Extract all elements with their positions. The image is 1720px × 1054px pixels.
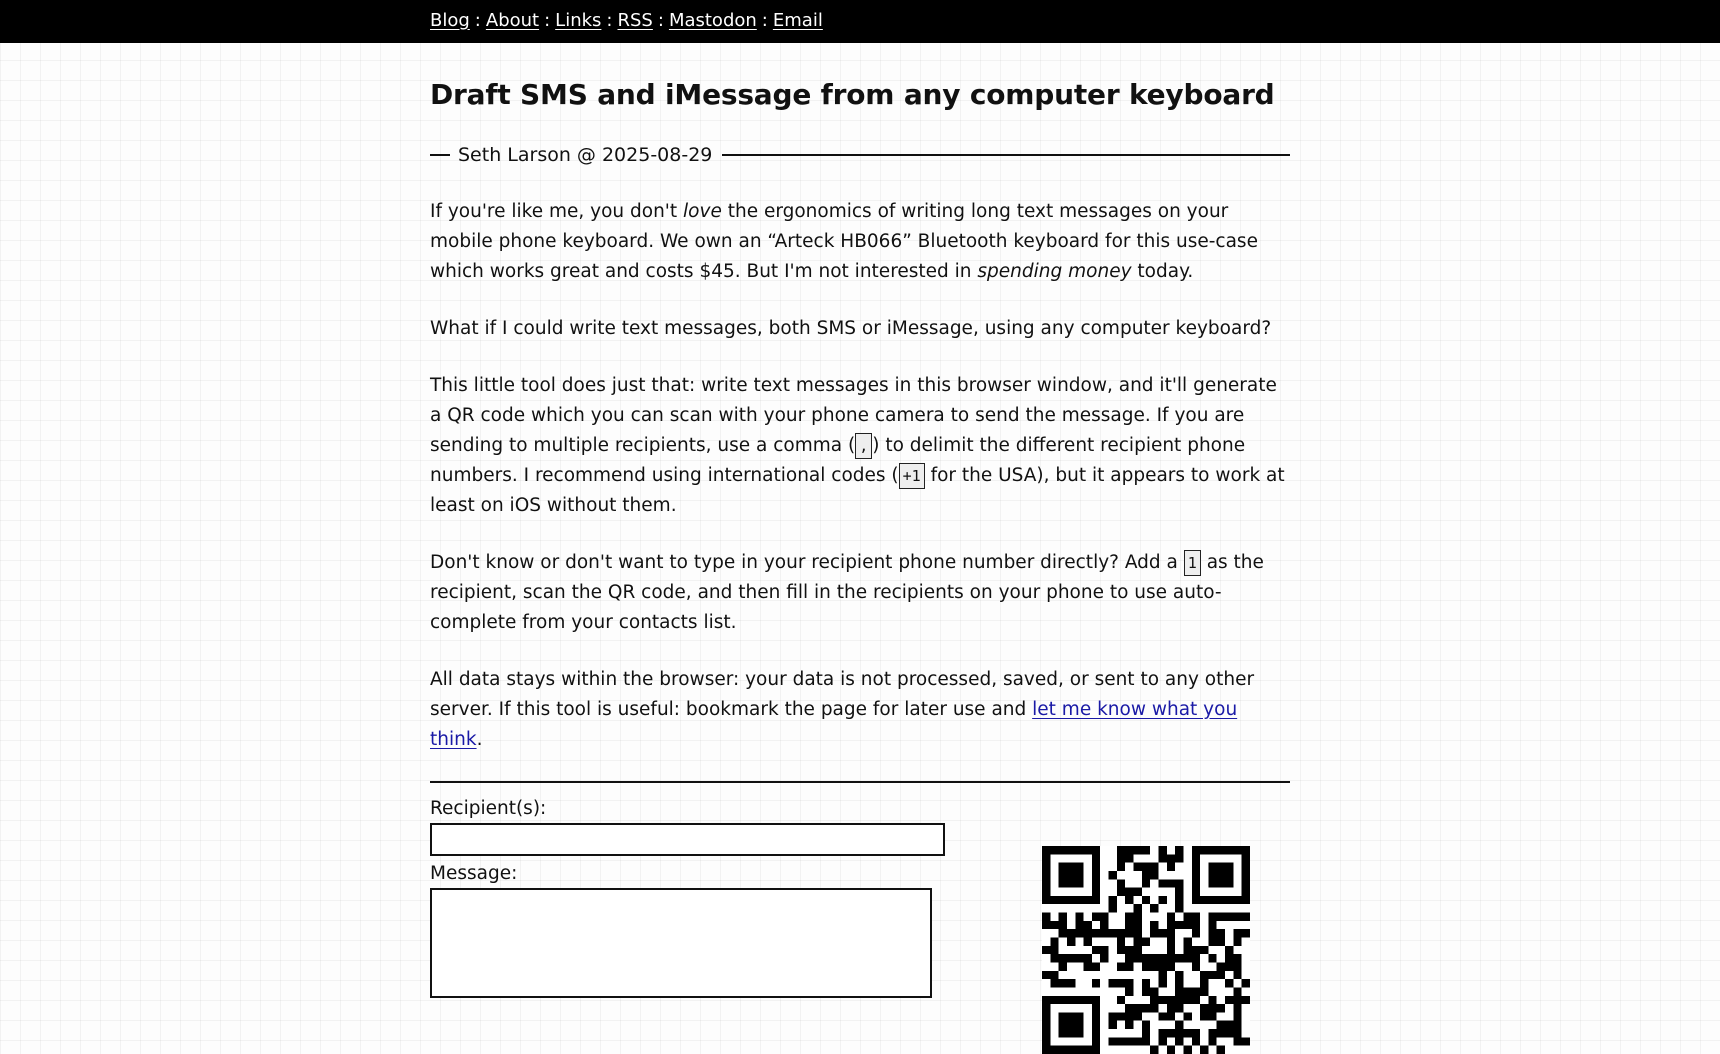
emphasis: love: [683, 201, 722, 222]
text: This little tool does just that: write text messages in this browser window, and it'll generate a QR code which you can scan with your phone camera to send the message. If you are sending to multiple recipients, use a comma (: [430, 375, 1277, 456]
question-paragraph: What if I could write text messages, both SMS or iMessage, using any computer keyboard?: [430, 318, 1272, 339]
nav-separator: :: [761, 10, 768, 31]
nav-separator: :: [606, 10, 613, 31]
inline-code-one: 1: [1184, 550, 1201, 576]
qr-code-image: [1042, 846, 1250, 1054]
article-main: [430, 43, 1290, 998]
nav-separator: :: [474, 10, 481, 31]
emphasis: spending money: [977, 261, 1132, 282]
message-textarea[interactable]: [430, 888, 932, 998]
top-nav-bar: [0, 0, 1720, 43]
text: All data stays within the browser: your data is not processed, saved, or sent to any other server. If this tool is useful: bookmark the page for later use and: [430, 669, 1255, 720]
nav-separator: :: [657, 10, 664, 31]
text: Don't know or don't want to type in your recipient phone number directly? Add a: [430, 552, 1184, 573]
text: for the USA), but it appears to work at least on iOS without them.: [430, 465, 1285, 516]
nav-link-rss[interactable]: RSS: [617, 10, 653, 31]
inline-code-plus-one: +1: [899, 463, 925, 489]
recipients-input[interactable]: [430, 823, 945, 856]
byline-dash: [430, 154, 450, 156]
text: .: [476, 729, 483, 750]
intro-paragraph: [430, 197, 1290, 287]
text: If you're like me, you don't: [430, 201, 684, 222]
nav-link-mastodon[interactable]: Mastodon: [668, 10, 757, 31]
message-label: Message:: [430, 863, 518, 884]
site-nav: [430, 9, 823, 33]
nav-separator: :: [544, 10, 551, 31]
text: as the recipient, scan the QR code, and then fill in the recipients on your phone to use auto-complete from your contacts list.: [430, 552, 1264, 633]
text: the ergonomics of writing long text messages on your mobile phone keyboard. We own an “Arteck HB066” Bluetooth keyboard for this use-case which works great and costs $45. But I'm not interested in: [430, 201, 1258, 282]
nav-link-blog[interactable]: Blog: [430, 10, 470, 31]
privacy-paragraph: [430, 665, 1290, 755]
nav-link-links[interactable]: Links: [555, 10, 602, 31]
inline-code-comma: ,: [855, 433, 872, 459]
byline: [430, 143, 1290, 167]
nav-link-about[interactable]: About: [485, 10, 540, 31]
page-title: Draft SMS and iMessage from any computer keyboard: [430, 78, 1275, 111]
tool-description-paragraph: [430, 371, 1290, 521]
recipients-label: Recipient(s):: [430, 798, 547, 819]
text: today.: [1131, 261, 1194, 282]
byline-rule: [722, 154, 1290, 156]
feedback-link[interactable]: let me know what you think: [430, 699, 1238, 750]
text: ) to delimit the different recipient phone numbers. I recommend using international codes (: [430, 435, 1246, 486]
nav-link-email[interactable]: Email: [772, 10, 823, 31]
recipient-tip-paragraph: [430, 548, 1290, 638]
section-divider: [430, 781, 1290, 783]
byline-text: Seth Larson @ 2025-08-29: [458, 144, 713, 166]
